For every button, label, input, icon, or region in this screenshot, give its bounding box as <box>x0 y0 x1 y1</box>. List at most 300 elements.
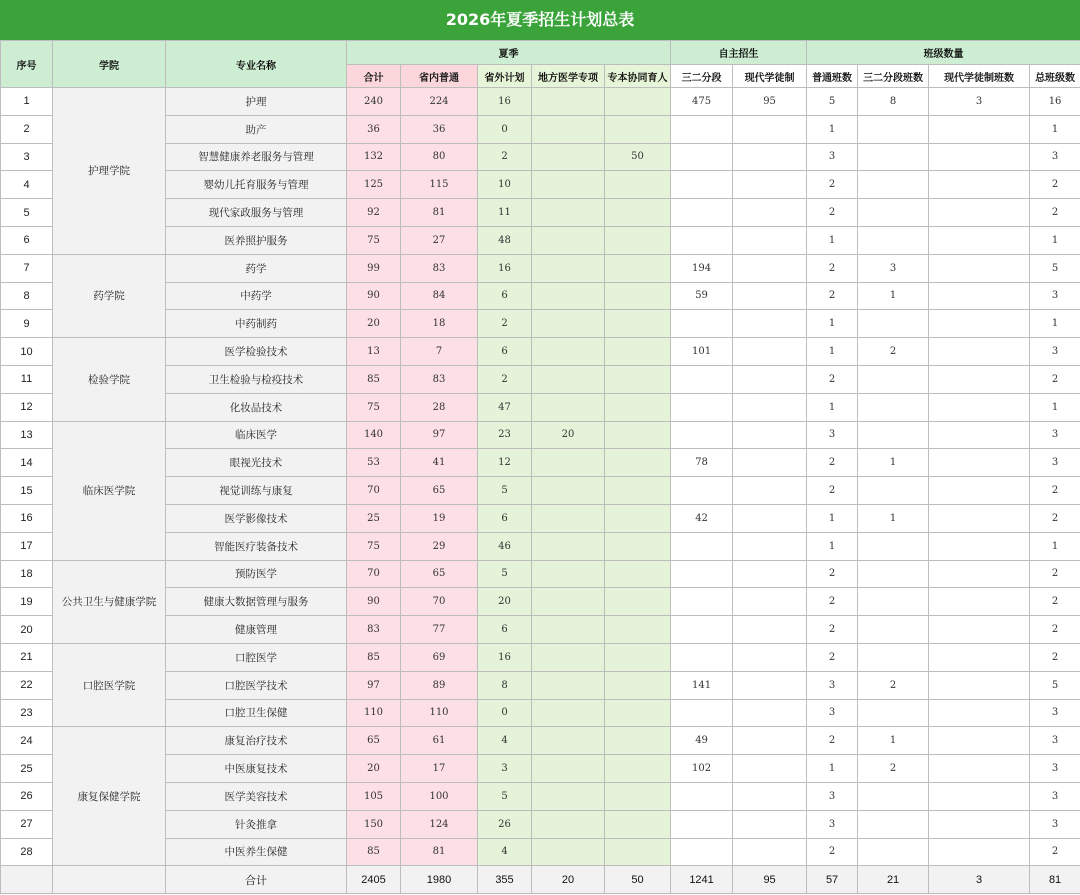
totals-college <box>53 866 166 894</box>
cell-out-province: 2 <box>478 310 532 338</box>
cell-apprentice <box>733 449 807 477</box>
cell-local-medical <box>532 365 605 393</box>
cell-apprentice <box>733 254 807 282</box>
enrollment-plan-table <box>0 40 1080 894</box>
cell-three-two <box>671 532 733 560</box>
major-name: 口腔医学技术 <box>166 671 347 699</box>
cell-normal-classes: 3 <box>807 782 858 810</box>
cell-apprentice-classes <box>929 365 1030 393</box>
cell-apprentice-classes <box>929 393 1030 421</box>
cell-normal-classes: 2 <box>807 477 858 505</box>
major-name: 智能医疗装备技术 <box>166 532 347 560</box>
cell-total: 83 <box>347 616 401 644</box>
cell-three-two-classes: 1 <box>858 727 929 755</box>
cell-local-medical <box>532 532 605 560</box>
cell-joint <box>605 226 671 254</box>
row-seq: 24 <box>1 727 53 755</box>
college-name: 检验学院 <box>53 338 166 421</box>
cell-total: 25 <box>347 504 401 532</box>
cell-apprentice <box>733 755 807 783</box>
cell-out-province: 4 <box>478 727 532 755</box>
header-out-province: 省外计划 <box>478 65 532 88</box>
cell-three-two: 59 <box>671 282 733 310</box>
cell-three-two <box>671 365 733 393</box>
cell-out-province: 2 <box>478 365 532 393</box>
totals-out-province: 355 <box>478 866 532 894</box>
cell-three-two-classes <box>858 143 929 171</box>
cell-total: 85 <box>347 643 401 671</box>
cell-local-medical <box>532 560 605 588</box>
major-name: 视觉训练与康复 <box>166 477 347 505</box>
major-name: 医学美容技术 <box>166 782 347 810</box>
cell-three-two <box>671 393 733 421</box>
cell-out-province: 20 <box>478 588 532 616</box>
cell-total: 132 <box>347 143 401 171</box>
cell-normal-classes: 2 <box>807 588 858 616</box>
cell-total: 92 <box>347 199 401 227</box>
major-name: 临床医学 <box>166 421 347 449</box>
cell-joint <box>605 449 671 477</box>
header-joint: 专本协同育人 <box>605 65 671 88</box>
header-classes: 班级数量 <box>807 41 1080 65</box>
cell-in-province: 224 <box>401 88 478 116</box>
cell-total: 125 <box>347 171 401 199</box>
cell-local-medical <box>532 310 605 338</box>
cell-three-two <box>671 560 733 588</box>
cell-total: 90 <box>347 282 401 310</box>
cell-in-province: 100 <box>401 782 478 810</box>
totals-three-two-classes: 21 <box>858 866 929 894</box>
header-in-province: 省内普通 <box>401 65 478 88</box>
cell-normal-classes: 1 <box>807 226 858 254</box>
cell-in-province: 65 <box>401 477 478 505</box>
cell-joint <box>605 421 671 449</box>
cell-three-two-classes <box>858 115 929 143</box>
row-seq: 15 <box>1 477 53 505</box>
cell-local-medical <box>532 504 605 532</box>
cell-in-province: 29 <box>401 532 478 560</box>
cell-joint <box>605 560 671 588</box>
cell-total: 13 <box>347 338 401 366</box>
cell-total-classes: 2 <box>1030 199 1080 227</box>
cell-in-province: 97 <box>401 421 478 449</box>
cell-total: 240 <box>347 88 401 116</box>
cell-normal-classes: 1 <box>807 310 858 338</box>
cell-out-province: 0 <box>478 699 532 727</box>
row-seq: 1 <box>1 88 53 116</box>
row-seq: 4 <box>1 171 53 199</box>
cell-in-province: 27 <box>401 226 478 254</box>
cell-total: 105 <box>347 782 401 810</box>
cell-joint <box>605 282 671 310</box>
cell-total-classes: 2 <box>1030 171 1080 199</box>
table-row <box>1 560 1080 588</box>
cell-apprentice: 95 <box>733 88 807 116</box>
cell-three-two <box>671 588 733 616</box>
cell-apprentice-classes: 3 <box>929 88 1030 116</box>
row-seq: 11 <box>1 365 53 393</box>
cell-three-two <box>671 643 733 671</box>
cell-in-province: 84 <box>401 282 478 310</box>
cell-joint <box>605 782 671 810</box>
row-seq: 19 <box>1 588 53 616</box>
cell-apprentice <box>733 671 807 699</box>
cell-total: 36 <box>347 115 401 143</box>
cell-apprentice <box>733 421 807 449</box>
cell-three-two-classes <box>858 810 929 838</box>
cell-out-province: 6 <box>478 338 532 366</box>
cell-local-medical <box>532 115 605 143</box>
cell-normal-classes: 2 <box>807 365 858 393</box>
table-body <box>1 88 1080 866</box>
cell-three-two <box>671 782 733 810</box>
row-seq: 23 <box>1 699 53 727</box>
major-name: 中药制药 <box>166 310 347 338</box>
cell-three-two-classes <box>858 393 929 421</box>
cell-three-two-classes <box>858 199 929 227</box>
header-total: 合计 <box>347 65 401 88</box>
cell-in-province: 89 <box>401 671 478 699</box>
cell-apprentice <box>733 365 807 393</box>
cell-apprentice-classes <box>929 171 1030 199</box>
cell-out-province: 8 <box>478 671 532 699</box>
cell-total-classes: 3 <box>1030 449 1080 477</box>
cell-total-classes: 3 <box>1030 421 1080 449</box>
major-name: 婴幼儿托育服务与管理 <box>166 171 347 199</box>
cell-out-province: 16 <box>478 254 532 282</box>
cell-three-two <box>671 421 733 449</box>
row-seq: 7 <box>1 254 53 282</box>
table-row <box>1 727 1080 755</box>
cell-normal-classes: 2 <box>807 727 858 755</box>
table-row <box>1 338 1080 366</box>
row-seq: 13 <box>1 421 53 449</box>
cell-out-province: 23 <box>478 421 532 449</box>
cell-total-classes: 3 <box>1030 338 1080 366</box>
cell-out-province: 2 <box>478 143 532 171</box>
header-apprentice: 现代学徒制 <box>733 65 807 88</box>
cell-total-classes: 1 <box>1030 310 1080 338</box>
major-name: 化妆品技术 <box>166 393 347 421</box>
header-three-two-classes: 三二分段班数 <box>858 65 929 88</box>
major-name: 现代家政服务与管理 <box>166 199 347 227</box>
cell-three-two: 42 <box>671 504 733 532</box>
cell-three-two <box>671 226 733 254</box>
header-summer: 夏季 <box>347 41 671 65</box>
cell-joint <box>605 477 671 505</box>
major-name: 护理 <box>166 88 347 116</box>
table-title: 2026年夏季招生计划总表 <box>0 0 1080 40</box>
cell-joint <box>605 671 671 699</box>
cell-three-two: 475 <box>671 88 733 116</box>
cell-total-classes: 2 <box>1030 365 1080 393</box>
cell-local-medical <box>532 727 605 755</box>
cell-total-classes: 1 <box>1030 532 1080 560</box>
cell-total-classes: 2 <box>1030 616 1080 644</box>
row-seq: 27 <box>1 810 53 838</box>
cell-apprentice-classes <box>929 755 1030 783</box>
cell-in-province: 18 <box>401 310 478 338</box>
cell-out-province: 0 <box>478 115 532 143</box>
cell-out-province: 26 <box>478 810 532 838</box>
cell-three-two-classes: 3 <box>858 254 929 282</box>
row-seq: 20 <box>1 616 53 644</box>
cell-local-medical <box>532 282 605 310</box>
cell-normal-classes: 2 <box>807 560 858 588</box>
cell-apprentice-classes <box>929 727 1030 755</box>
cell-three-two <box>671 310 733 338</box>
cell-three-two-classes <box>858 226 929 254</box>
cell-in-province: 80 <box>401 143 478 171</box>
cell-total: 85 <box>347 365 401 393</box>
major-name: 卫生检验与检疫技术 <box>166 365 347 393</box>
cell-total-classes: 3 <box>1030 282 1080 310</box>
cell-three-two <box>671 171 733 199</box>
cell-normal-classes: 2 <box>807 171 858 199</box>
cell-total: 20 <box>347 310 401 338</box>
cell-local-medical <box>532 838 605 866</box>
cell-apprentice-classes <box>929 143 1030 171</box>
cell-out-province: 4 <box>478 838 532 866</box>
cell-normal-classes: 3 <box>807 671 858 699</box>
cell-joint <box>605 88 671 116</box>
cell-out-province: 5 <box>478 560 532 588</box>
cell-local-medical <box>532 699 605 727</box>
major-name: 医养照护服务 <box>166 226 347 254</box>
cell-out-province: 6 <box>478 504 532 532</box>
cell-out-province: 10 <box>478 171 532 199</box>
cell-normal-classes: 3 <box>807 421 858 449</box>
cell-out-province: 48 <box>478 226 532 254</box>
cell-total: 70 <box>347 560 401 588</box>
cell-in-province: 81 <box>401 199 478 227</box>
cell-apprentice-classes <box>929 782 1030 810</box>
cell-local-medical <box>532 254 605 282</box>
cell-total: 110 <box>347 699 401 727</box>
major-name: 眼视光技术 <box>166 449 347 477</box>
cell-joint <box>605 115 671 143</box>
row-seq: 21 <box>1 643 53 671</box>
cell-in-province: 83 <box>401 254 478 282</box>
cell-apprentice <box>733 115 807 143</box>
cell-apprentice-classes <box>929 226 1030 254</box>
cell-apprentice <box>733 199 807 227</box>
cell-three-two: 101 <box>671 338 733 366</box>
cell-local-medical <box>532 338 605 366</box>
cell-three-two-classes <box>858 421 929 449</box>
cell-total-classes: 3 <box>1030 699 1080 727</box>
major-name: 针灸推拿 <box>166 810 347 838</box>
cell-apprentice <box>733 171 807 199</box>
cell-total-classes: 3 <box>1030 143 1080 171</box>
cell-local-medical <box>532 171 605 199</box>
cell-local-medical <box>532 393 605 421</box>
cell-joint <box>605 199 671 227</box>
cell-in-province: 81 <box>401 838 478 866</box>
major-name: 中医康复技术 <box>166 755 347 783</box>
totals-in-province: 1980 <box>401 866 478 894</box>
totals-joint: 50 <box>605 866 671 894</box>
cell-normal-classes: 1 <box>807 504 858 532</box>
header-college: 学院 <box>53 41 166 88</box>
cell-three-two <box>671 143 733 171</box>
cell-three-two: 102 <box>671 755 733 783</box>
cell-local-medical <box>532 143 605 171</box>
cell-total-classes: 2 <box>1030 643 1080 671</box>
cell-apprentice-classes <box>929 643 1030 671</box>
cell-joint <box>605 810 671 838</box>
cell-out-province: 5 <box>478 782 532 810</box>
totals-normal-classes: 57 <box>807 866 858 894</box>
cell-apprentice-classes <box>929 199 1030 227</box>
cell-apprentice <box>733 616 807 644</box>
cell-three-two-classes: 1 <box>858 449 929 477</box>
cell-total-classes: 16 <box>1030 88 1080 116</box>
cell-three-two: 49 <box>671 727 733 755</box>
college-name: 护理学院 <box>53 88 166 255</box>
cell-joint <box>605 727 671 755</box>
header-independent: 自主招生 <box>671 41 807 65</box>
header-local-medical: 地方医学专项 <box>532 65 605 88</box>
cell-apprentice <box>733 838 807 866</box>
totals-total: 2405 <box>347 866 401 894</box>
cell-normal-classes: 1 <box>807 393 858 421</box>
cell-apprentice <box>733 560 807 588</box>
cell-three-two <box>671 199 733 227</box>
cell-apprentice-classes <box>929 254 1030 282</box>
college-name: 康复保健学院 <box>53 727 166 866</box>
cell-apprentice <box>733 310 807 338</box>
cell-local-medical <box>532 755 605 783</box>
row-seq: 28 <box>1 838 53 866</box>
cell-in-province: 124 <box>401 810 478 838</box>
table-row <box>1 254 1080 282</box>
cell-joint <box>605 838 671 866</box>
cell-apprentice <box>733 643 807 671</box>
cell-total-classes: 2 <box>1030 504 1080 532</box>
cell-total-classes: 5 <box>1030 671 1080 699</box>
cell-joint <box>605 755 671 783</box>
cell-in-province: 41 <box>401 449 478 477</box>
cell-normal-classes: 1 <box>807 755 858 783</box>
row-seq: 25 <box>1 755 53 783</box>
totals-total-classes: 81 <box>1030 866 1080 894</box>
cell-joint <box>605 588 671 616</box>
table-row <box>1 643 1080 671</box>
cell-apprentice <box>733 226 807 254</box>
cell-out-province: 6 <box>478 282 532 310</box>
cell-total-classes: 2 <box>1030 560 1080 588</box>
totals-apprentice: 95 <box>733 866 807 894</box>
major-name: 智慧健康养老服务与管理 <box>166 143 347 171</box>
row-seq: 18 <box>1 560 53 588</box>
row-seq: 3 <box>1 143 53 171</box>
cell-joint <box>605 171 671 199</box>
cell-local-medical: 20 <box>532 421 605 449</box>
cell-joint <box>605 504 671 532</box>
cell-total: 75 <box>347 532 401 560</box>
cell-out-province: 46 <box>478 532 532 560</box>
cell-three-two-classes <box>858 838 929 866</box>
cell-three-two: 194 <box>671 254 733 282</box>
cell-in-province: 36 <box>401 115 478 143</box>
cell-three-two-classes: 2 <box>858 671 929 699</box>
cell-apprentice <box>733 782 807 810</box>
cell-three-two <box>671 477 733 505</box>
cell-apprentice <box>733 810 807 838</box>
cell-three-two-classes <box>858 310 929 338</box>
cell-apprentice <box>733 588 807 616</box>
cell-three-two-classes <box>858 616 929 644</box>
cell-total-classes: 1 <box>1030 115 1080 143</box>
cell-apprentice <box>733 282 807 310</box>
cell-apprentice-classes <box>929 560 1030 588</box>
cell-apprentice-classes <box>929 671 1030 699</box>
major-name: 健康管理 <box>166 616 347 644</box>
row-seq: 10 <box>1 338 53 366</box>
college-name: 临床医学院 <box>53 421 166 560</box>
cell-normal-classes: 2 <box>807 449 858 477</box>
cell-apprentice-classes <box>929 477 1030 505</box>
cell-three-two-classes <box>858 782 929 810</box>
cell-total: 65 <box>347 727 401 755</box>
cell-joint: 50 <box>605 143 671 171</box>
cell-apprentice-classes <box>929 699 1030 727</box>
cell-total: 75 <box>347 226 401 254</box>
cell-total-classes: 3 <box>1030 755 1080 783</box>
cell-out-province: 6 <box>478 616 532 644</box>
cell-joint <box>605 643 671 671</box>
college-name: 药学院 <box>53 254 166 337</box>
cell-normal-classes: 2 <box>807 282 858 310</box>
cell-total-classes: 3 <box>1030 810 1080 838</box>
cell-in-province: 28 <box>401 393 478 421</box>
cell-in-province: 70 <box>401 588 478 616</box>
cell-apprentice <box>733 699 807 727</box>
cell-normal-classes: 2 <box>807 616 858 644</box>
cell-total: 97 <box>347 671 401 699</box>
cell-local-medical <box>532 449 605 477</box>
major-name: 药学 <box>166 254 347 282</box>
major-name: 助产 <box>166 115 347 143</box>
major-name: 中医养生保健 <box>166 838 347 866</box>
cell-normal-classes: 2 <box>807 643 858 671</box>
cell-joint <box>605 254 671 282</box>
cell-apprentice-classes <box>929 810 1030 838</box>
table-row <box>1 88 1080 116</box>
cell-joint <box>605 365 671 393</box>
cell-total: 99 <box>347 254 401 282</box>
totals-seq <box>1 866 53 894</box>
cell-apprentice-classes <box>929 338 1030 366</box>
row-seq: 12 <box>1 393 53 421</box>
cell-normal-classes: 3 <box>807 699 858 727</box>
cell-three-two-classes: 1 <box>858 282 929 310</box>
cell-in-province: 61 <box>401 727 478 755</box>
cell-out-province: 3 <box>478 755 532 783</box>
cell-total-classes: 3 <box>1030 727 1080 755</box>
cell-three-two-classes <box>858 171 929 199</box>
cell-apprentice-classes <box>929 310 1030 338</box>
cell-out-province: 16 <box>478 643 532 671</box>
header-apprentice-classes: 现代学徒制班数 <box>929 65 1030 88</box>
cell-in-province: 19 <box>401 504 478 532</box>
cell-apprentice-classes <box>929 838 1030 866</box>
totals-row <box>1 866 1080 894</box>
cell-local-medical <box>532 477 605 505</box>
cell-normal-classes: 1 <box>807 532 858 560</box>
cell-three-two-classes <box>858 699 929 727</box>
